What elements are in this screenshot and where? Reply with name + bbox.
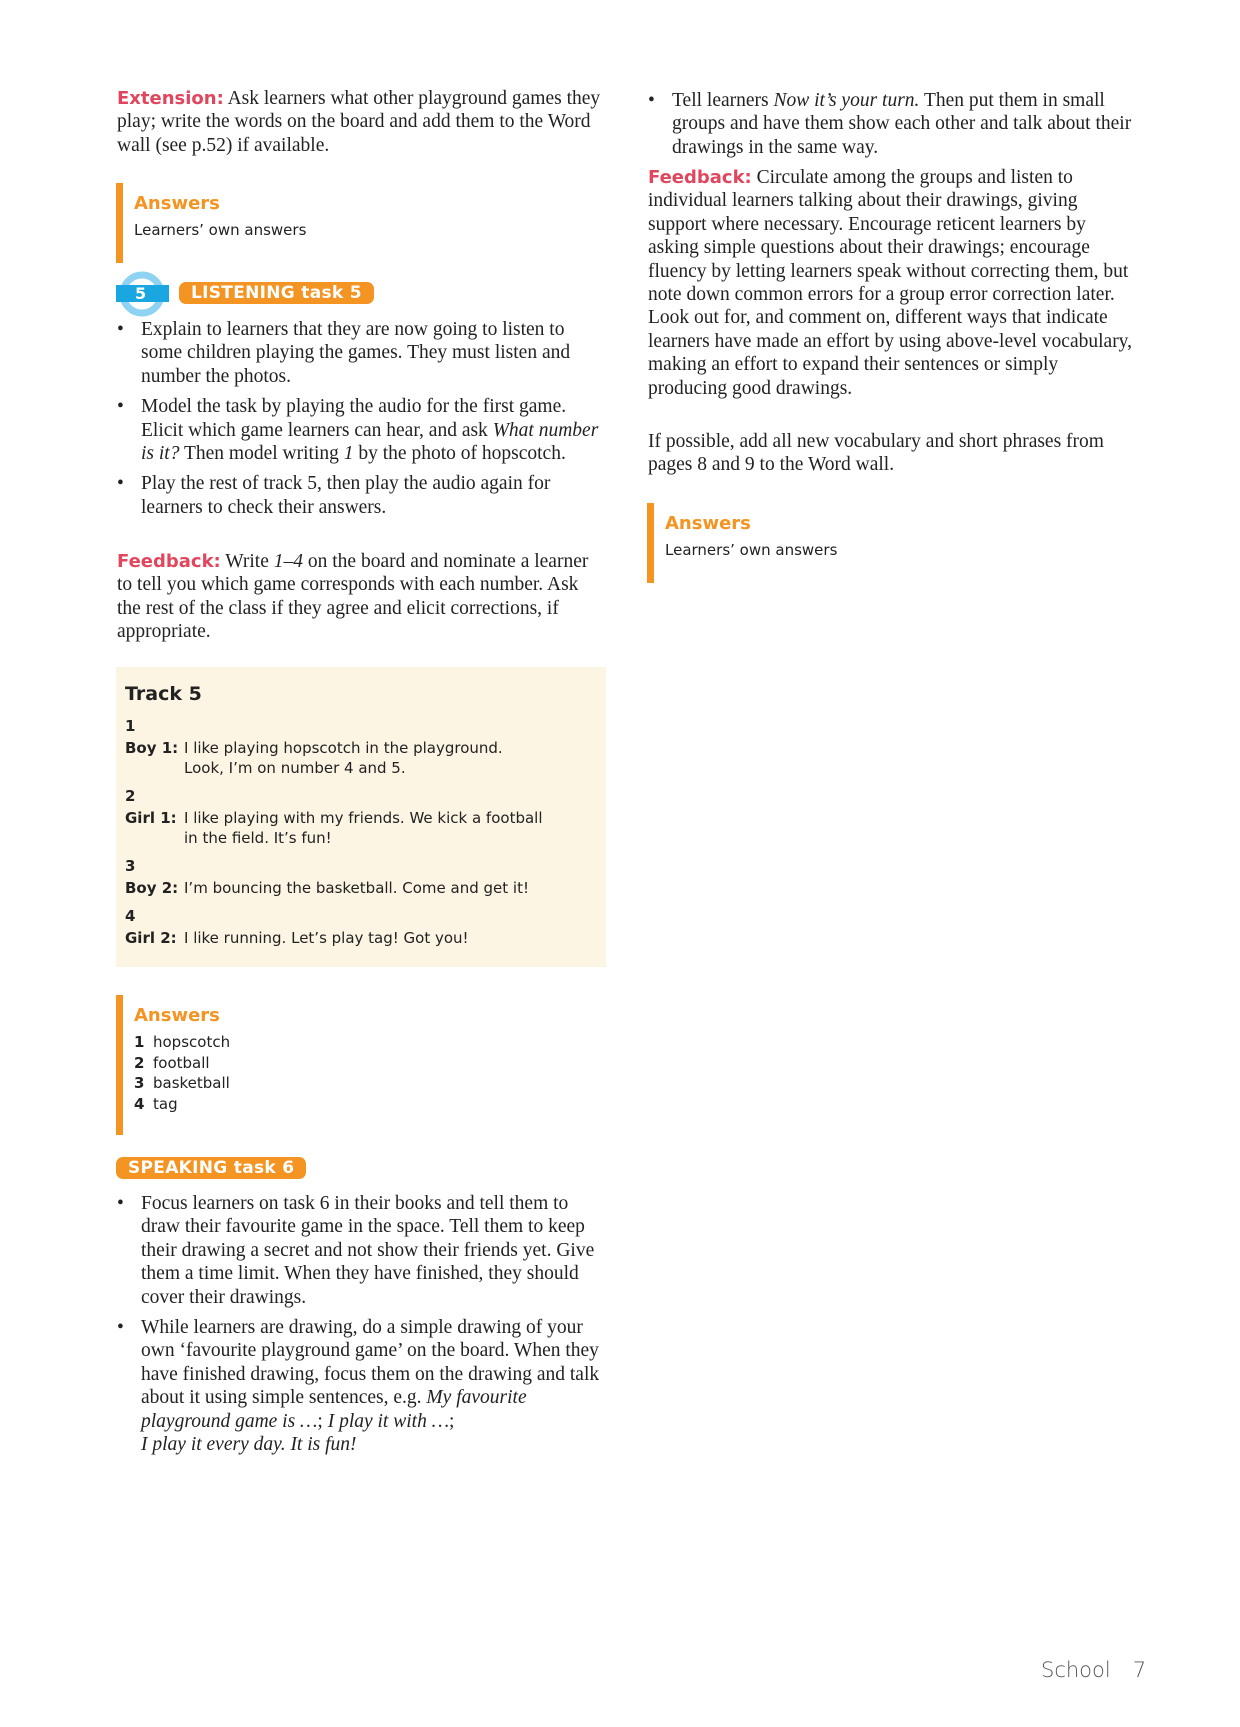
answer-value: hopscotch (153, 1033, 231, 1051)
track-line (125, 808, 597, 848)
answer-value: football (153, 1053, 210, 1072)
bullet-text: Focus learners on task 6 in their books and tell them to draw their favourite game in the space. Tell them to keep their drawing a secret and not show their friends yet. Give them a time limit. When they have finished, they should cover their drawings. (141, 1193, 595, 1308)
answer-number: 4 (134, 1094, 145, 1113)
section-name: School (1041, 1658, 1111, 1682)
bullet-italic: Now it’s your turn. (773, 90, 920, 111)
page-number: 7 (1132, 1658, 1147, 1682)
bullet-text: by the photo of hopscotch. (353, 443, 566, 465)
speaker: Boy 2: (125, 879, 179, 897)
listening-task-label: LISTENING task 5 (179, 282, 374, 304)
track-title: Track 5 (125, 683, 202, 705)
list-item (117, 395, 607, 465)
bullet-italic: I play it with … (327, 1410, 450, 1432)
bullet-text: While learners are drawing, do a simple drawing of your own ‘favourite playground game’ on the board. When they have finished drawing, focus them on the drawing and talk about it using simple sentences, e.g. (141, 1317, 600, 1409)
extension-label: Extension: (117, 88, 224, 109)
speaker: Boy 1: (125, 739, 179, 757)
bullet-text: Then model writing (179, 443, 344, 465)
track-transcript-box (116, 667, 606, 967)
answers-title: Answers (134, 1005, 220, 1026)
answers-box-2 (116, 995, 596, 1135)
word-wall-paragraph: If possible, add all new vocabulary and short phrases from pages 8 and 9 to the Word wall. (648, 431, 1104, 476)
answer-number: 1 (134, 1033, 145, 1051)
audio-track-number: 5 (135, 284, 147, 303)
speaking-task-badge (116, 1157, 306, 1179)
answer-item (134, 1073, 596, 1094)
speaking-task-label: SPEAKING task 6 (116, 1157, 306, 1179)
track-item-number: 2 (125, 787, 136, 805)
list-item (648, 89, 1138, 159)
feedback-text: Circulate among the groups and listen to individual learners talking about their drawings, giving support where necessary. Encourage reticent learners by asking simple questions about their drawings; encourage fluency by letting learners speak without correcting them, but note down common errors for a group error correction later. Look out for, and comment on, different ways that indicate learners have made an effort by using above-level vocabulary, making an effort to expand their sentences or simply producing good drawings. (648, 167, 1133, 399)
answer-item (134, 1094, 596, 1115)
answers-box-3 (647, 503, 1127, 583)
feedback-italic: 1–4 (273, 551, 304, 572)
list-item (117, 1192, 607, 1309)
track-line (125, 878, 597, 898)
speaking-bullets (117, 1192, 607, 1463)
bullet-italic: My favourite playground game is … (141, 1387, 527, 1432)
line-text: I like playing hopscotch in the playground. Look, I’m on number 4 and 5. (184, 739, 503, 777)
bullet-text: ; (449, 1410, 455, 1432)
answers-title: Answers (665, 513, 751, 534)
page-footer (1041, 1658, 1146, 1682)
speaker: Girl 2: (125, 929, 177, 947)
line-text: I like running. Let’s play tag! Got you! (184, 929, 469, 947)
bullet-text: Model the task by playing the audio for the first game. Elicit which game learners can hear, and ask (141, 396, 567, 441)
answers-box-1 (116, 183, 596, 263)
feedback-paragraph (117, 550, 607, 644)
list-item (117, 318, 607, 388)
track-item-number: 3 (125, 857, 136, 875)
feedback-label: Feedback: (117, 551, 221, 572)
audio-track-icon (116, 271, 176, 317)
right-bullets (648, 89, 1138, 166)
bullet-text: ; (317, 1410, 328, 1432)
track-line (125, 928, 597, 948)
answer-value: basketball (153, 1074, 230, 1092)
list-item (117, 472, 607, 519)
list-item (117, 1316, 607, 1456)
answer-item (134, 1032, 596, 1053)
bullet-italic: 1 (343, 443, 354, 465)
speaker: Girl 1: (125, 809, 177, 827)
feedback-paragraph-right (648, 166, 1140, 400)
bullet-text: Explain to learners that they are now going to listen to some children playing the games. They must listen and number the photos. (141, 319, 571, 387)
answer-number: 3 (134, 1074, 145, 1092)
extension-text: Ask learners what other playground games they play; write the words on the board and add them to the Word wall (see p.52) if available. (117, 88, 601, 156)
bullet-italic: What number is it? (141, 419, 599, 465)
listening-task-badge (179, 282, 374, 304)
bullet-text: Then put them in small groups and have them show each other and talk about their drawings in the same way. (672, 90, 1132, 158)
line-text: I like playing with my friends. We kick a football in the field. It’s fun! (184, 809, 543, 847)
track-line (125, 738, 597, 778)
answers-text: Learners’ own answers (665, 541, 838, 559)
answer-item (134, 1053, 596, 1074)
feedback-label: Feedback: (648, 167, 752, 188)
answers-text: Learners’ own answers (134, 221, 307, 239)
line-text: I’m bouncing the basketball. Come and get it! (184, 879, 529, 897)
answer-number: 2 (134, 1053, 145, 1072)
feedback-text: Write (220, 551, 274, 572)
track-item-number: 1 (125, 717, 136, 735)
bullet-italic: I play it every day. It is fun! (141, 1434, 357, 1456)
bullet-text: Tell learners (672, 90, 774, 111)
feedback-text: on the board and nominate a learner to tell you which game corresponds with each number. Ask the rest of the class if they agree and elicit corrections, if appropriate. (117, 551, 589, 643)
bullet-text: Play the rest of track 5, then play the audio again for learners to check their answers. (141, 473, 551, 518)
track-item-number: 4 (125, 907, 136, 925)
answer-value: tag (153, 1094, 178, 1113)
answers-title: Answers (134, 193, 220, 214)
extension-paragraph (117, 87, 607, 157)
listening-bullets (117, 318, 607, 526)
